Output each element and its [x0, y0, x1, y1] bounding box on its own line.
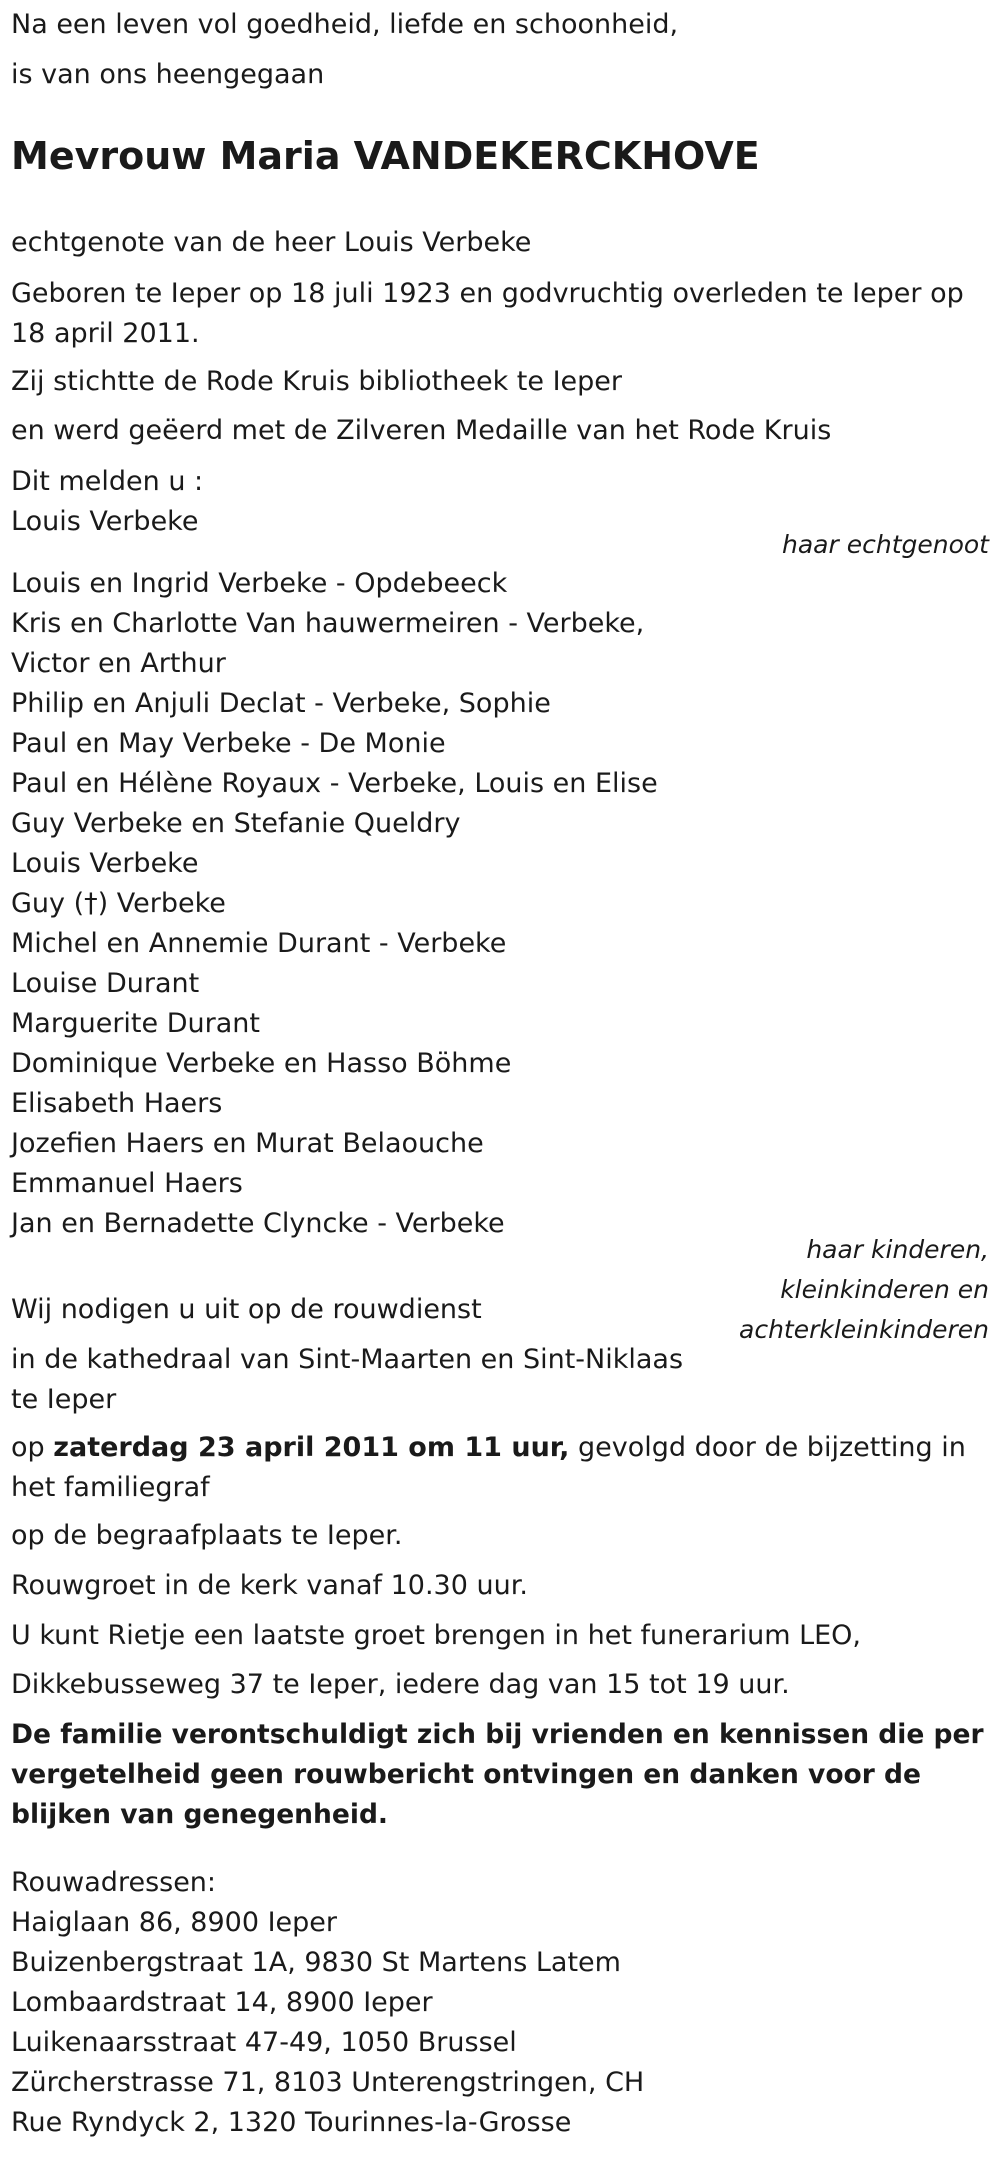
family-member: Michel en Annemie Durant - Verbeke — [11, 928, 507, 959]
family-role — [739, 1230, 989, 1350]
spouse-line: echtgenote van de heer Louis Verbeke — [11, 227, 532, 258]
birth-death-line: Geboren te Ieper op 18 juli 1923 en godvruchtig overleden te Ieper op 18 april 2011. — [11, 278, 964, 349]
announce-label: Dit melden u : — [11, 466, 204, 497]
invite-line-5: Rouwgroet in de kerk vanaf 10.30 uur. — [11, 1570, 528, 1601]
invite-prefix: op — [11, 1432, 45, 1463]
invite-suffix: gevolgd door de bijzetting in het familiegraf — [11, 1432, 966, 1503]
invite-line-7: Dikkebusseweg 37 te Ieper, iedere dag van 15 tot 19 uur. — [11, 1669, 790, 1700]
family-member: Paul en May Verbeke - De Monie — [11, 728, 446, 759]
achievement-line-2: en werd geëerd met de Zilveren Medaille van het Rode Kruis — [11, 415, 832, 446]
invite-line-6: U kunt Rietje een laatste groet brengen in het funerarium LEO, — [11, 1620, 862, 1651]
deceased-name: Mevrouw Maria VANDEKERCKHOVE — [11, 134, 760, 178]
family-member: Philip en Anjuli Declat - Verbeke, Sophie — [11, 688, 551, 719]
family-role-line: haar kinderen, — [806, 1235, 989, 1264]
family-member: Guy Verbeke en Stefanie Queldry — [11, 808, 461, 839]
address-line: Rue Ryndyck 2, 1320 Tourinnes-la-Grosse — [11, 2107, 572, 2138]
invite-line-4: op de begraafplaats te Ieper. — [11, 1520, 403, 1551]
family-member: Louis Verbeke — [11, 848, 199, 879]
family-member: Emmanuel Haers — [11, 1168, 243, 1199]
address-line: Buizenbergstraat 1A, 9830 St Martens Latem — [11, 1947, 621, 1978]
family-member: Guy (†) Verbeke — [11, 888, 226, 919]
family-role-line: achterkleinkinderen — [739, 1315, 989, 1344]
family-member: Dominique Verbeke en Hasso Böhme — [11, 1048, 512, 1079]
family-member: Louise Durant — [11, 968, 200, 999]
address-line: Haiglaan 86, 8900 Ieper — [11, 1907, 338, 1938]
family-member: Paul en Hélène Royaux - Verbeke, Louis en Elise — [11, 768, 658, 799]
husband-name: Louis Verbeke — [11, 506, 199, 537]
service-date: zaterdag 23 april 2011 om 11 uur, — [53, 1432, 570, 1463]
addresses-label: Rouwadressen: — [11, 1867, 217, 1898]
address-line: Zürcherstrasse 71, 8103 Unterengstringen, CH — [11, 2067, 645, 2098]
invite-date-line — [11, 1428, 986, 1508]
family-member: Jan en Bernadette Clyncke - Verbeke — [11, 1208, 505, 1239]
family-member: Louis en Ingrid Verbeke - Opdebeeck — [11, 568, 508, 599]
family-member: Elisabeth Haers — [11, 1088, 223, 1119]
invite-line-2: in de kathedraal van Sint-Maarten en Sint-Niklaas te Ieper — [11, 1344, 684, 1415]
addresses-list — [11, 1903, 644, 2143]
invite-line-1: Wij nodigen u uit op de rouwdienst — [11, 1294, 482, 1325]
family-member: Victor en Arthur — [11, 648, 226, 679]
family-list — [11, 564, 658, 1244]
apology-text: De familie verontschuldigt zich bij vrienden en kennissen die per vergetelheid geen rouwbericht ontvingen en danken voor de blijken van genegenheid. — [11, 1719, 984, 1830]
husband-role: haar echtgenoot — [782, 530, 989, 559]
family-member: Kris en Charlotte Van hauwermeiren - Verbeke, — [11, 608, 645, 639]
address-line: Luikenaarsstraat 47-49, 1050 Brussel — [11, 2027, 517, 2058]
intro-line-1: Na een leven vol goedheid, liefde en schoonheid, — [11, 9, 679, 40]
family-role-line: kleinkinderen en — [780, 1275, 989, 1304]
achievement-line-1: Zij stichtte de Rode Kruis bibliotheek te Ieper — [11, 366, 623, 397]
family-member: Marguerite Durant — [11, 1008, 260, 1039]
intro-line-2: is van ons heengegaan — [11, 59, 325, 90]
address-line: Lombaardstraat 14, 8900 Ieper — [11, 1987, 433, 2018]
family-member: Jozefien Haers en Murat Belaouche — [11, 1128, 484, 1159]
